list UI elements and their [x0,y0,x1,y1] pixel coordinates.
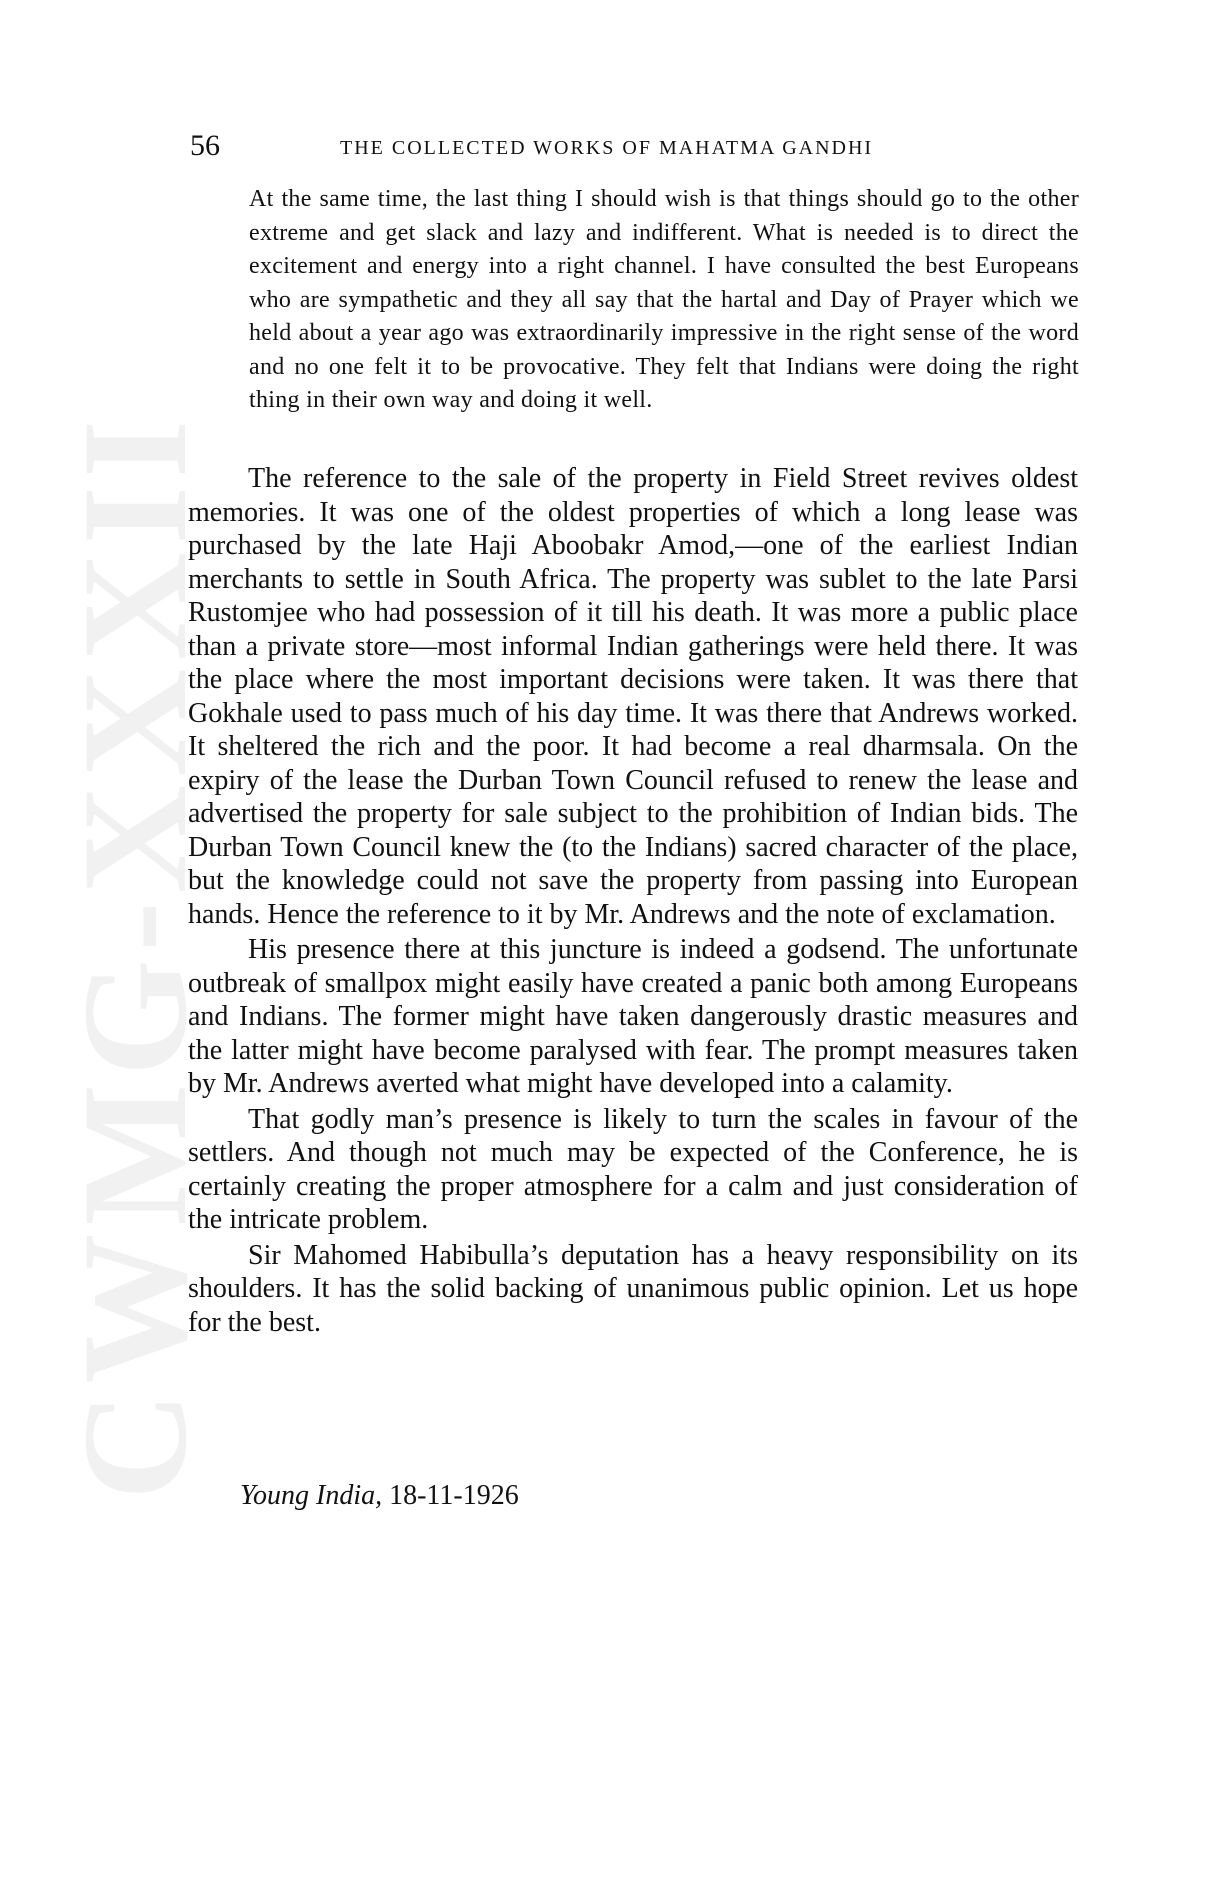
paragraph-field-street: The reference to the sale of the property in Field Street revives oldest memories. It was one of the oldest properties of which a long lease was purchased by the late Haji Aboobakr Amod,—one of the earliest Indian merchants to settle in South Africa. The property was sublet to the late Parsi Rustomjee who had possession of it till his death. It was more a public place than a private store—most informal Indian gatherings were held there. It was the place where the most important decisions were taken. It was there that Gokhale used to pass much of his day time. It was there that Andrews worked. It sheltered the rich and the poor. It had become a real dharmsala. On the expiry of the lease the Durban Town Council refused to renew the lease and advertised the property for sale subject to the prohibition of Indian bids. The Durban Town Council knew the (to the Indians) sacred character of the place, but the knowledge could not save the property from passing into European hands. Hence the reference to it by Mr. Andrews and the note of exclamation. [188,463,1078,930]
quote-paragraph: At the same time, the last thing I should wish is that things should go to the other extreme and get slack and lazy and indifferent. What is needed is to direct the excitement and energy into a right channel. I have consulted the best Europeans who are sympathetic and they all say that the hartal and Day of Prayer which we held about a year ago was extraordinarily impressive in the right sense of the word and no one felt it to be provocative. They felt that Indians were doing the right thing in their own way and doing it well. [249,186,1079,413]
page-number: 56 [190,129,220,162]
paragraph-deputation: Sir Mahomed Habibulla’s deputation has a heavy responsibility on its shoulders. It has the solid backing of unanimous public opinion. Let us hope for the best. [188,1239,1078,1338]
running-head: THE COLLECTED WORKS OF MAHATMA GANDHI [340,137,874,159]
source-citation [240,1479,519,1513]
source-date: 18-11-1926 [389,1480,519,1511]
source-publication: Young India, [240,1480,383,1511]
paragraph-godly-man: That godly man’s presence is likely to turn the scales in favour of the settlers. And though not much may be expected of the Conference, he is certainly creating the proper atmosphere for a calm and just consideration of the intricate problem. [188,1103,1078,1235]
block-quote [249,183,1079,418]
watermark: CWMG-XXXII [52,411,218,1500]
paragraph-presence: His presence there at this juncture is indeed a godsend. The unfortunate outbreak of smallpox might easily have created a panic both among Europeans and Indians. The former might have taken dangerously drastic measures and the latter might have become paralysed with fear. The prompt measures taken by Mr. Andrews averted what might have developed into a calamity. [188,934,1078,1099]
page-header [190,128,1080,168]
body-text [188,462,1078,1339]
